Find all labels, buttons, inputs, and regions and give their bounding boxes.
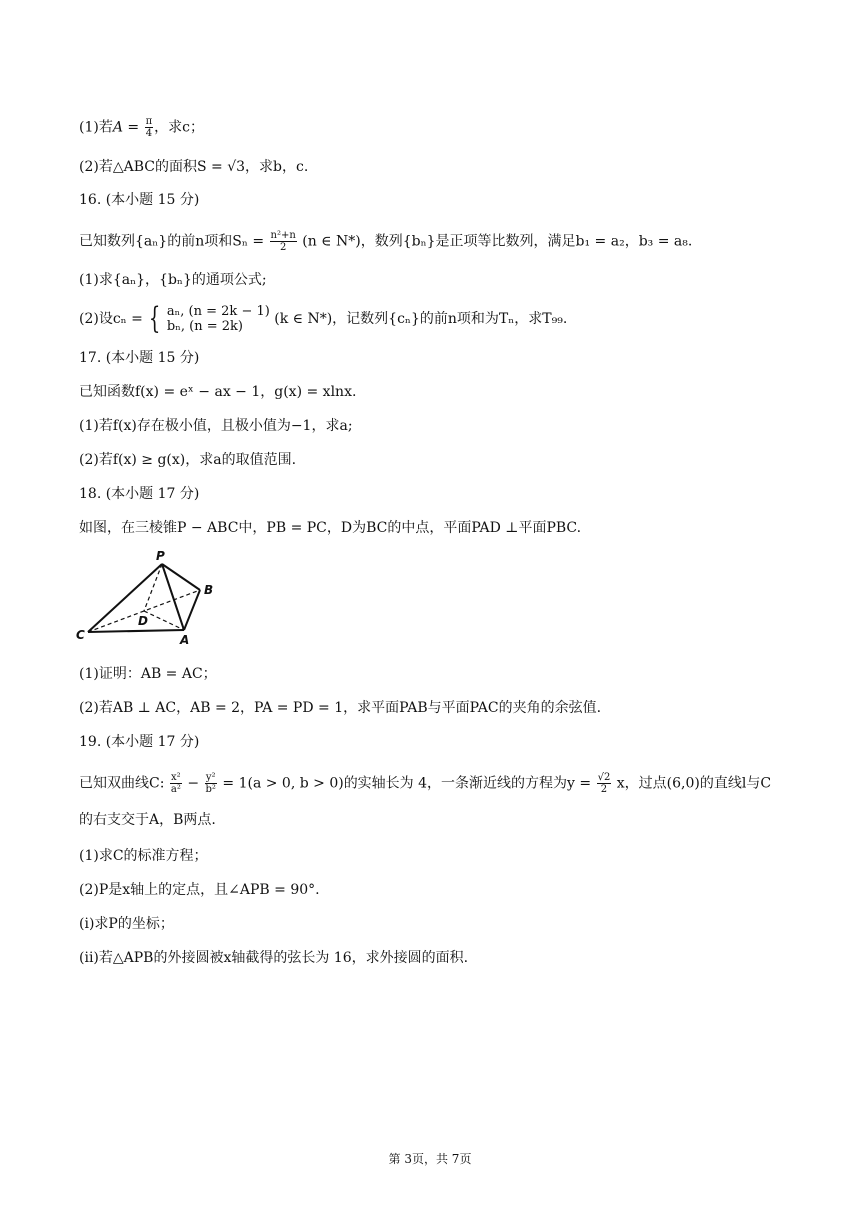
brace-symbol: { bbox=[149, 301, 161, 336]
fraction-sqrt2-over-2 bbox=[597, 772, 612, 795]
label-b: B bbox=[204, 583, 214, 597]
label-d: D bbox=[138, 614, 148, 628]
frac-den: 4 bbox=[145, 128, 153, 139]
frac-num: x² bbox=[171, 772, 181, 783]
problem19-stem-line2: 的右支交于A，B两点. bbox=[79, 812, 216, 828]
frac-den: b² bbox=[205, 784, 216, 795]
edge-ca bbox=[88, 630, 184, 632]
fraction-x2-a2 bbox=[170, 772, 182, 795]
problem19-q2: (2)P是x轴上的定点，且∠APB = 90°. bbox=[79, 882, 320, 898]
q2-part-a: (2)设cₙ = bbox=[79, 311, 143, 327]
fraction-y2-b2 bbox=[205, 772, 217, 795]
q1-math: A = bbox=[112, 119, 140, 136]
problem18-header: 18. (本小题 17 分) bbox=[79, 486, 200, 502]
stem-part-a: 已知双曲线C: bbox=[79, 775, 165, 792]
stem-part-b: = 1(a > 0, b > 0)的实轴长为 4，一条渐近线的方程为y = bbox=[222, 775, 592, 792]
problem18-q1: (1)证明：AB = AC； bbox=[79, 666, 217, 682]
frac-num: π bbox=[145, 116, 153, 127]
edge-ab bbox=[184, 590, 200, 630]
problem16-header: 16. (本小题 15 分) bbox=[79, 192, 200, 208]
stem-part-a: 已知数列{aₙ}的前n项和Sₙ = bbox=[79, 233, 265, 250]
piecewise-definition bbox=[167, 304, 270, 334]
problem17-header: 17. (本小题 15 分) bbox=[79, 350, 200, 366]
page-footer: 第 3页，共 7页 bbox=[388, 1152, 472, 1166]
piece-odd: aₙ, (n = 2k − 1) bbox=[166, 304, 270, 319]
problem16-q1: (1)求{aₙ}，{bₙ}的通项公式; bbox=[79, 272, 267, 288]
frac-den: 2 bbox=[600, 784, 608, 795]
label-p: P bbox=[156, 549, 165, 563]
problem19-header: 19. (本小题 17 分) bbox=[79, 734, 200, 750]
problem18-stem: 如图，在三棱锥P − ABC中，PB = PC，D为BC的中点，平面PAD ⊥平面PBC. bbox=[79, 520, 582, 536]
edge-pb bbox=[162, 564, 200, 590]
fraction-sn bbox=[270, 230, 297, 253]
piece-even: bₙ, (n = 2k) bbox=[166, 319, 243, 334]
label-c: C bbox=[76, 628, 85, 642]
stem-part-c: x，过点(6,0)的直线l与C bbox=[616, 775, 772, 792]
problem16-stem bbox=[79, 230, 692, 253]
problem16-q2 bbox=[79, 301, 568, 336]
problem15-q2: (2)若△ABC的面积S = √3，求b，c. bbox=[79, 159, 309, 175]
minus-sign: − bbox=[187, 775, 200, 792]
problem19-q1: (1)求C的标准方程； bbox=[79, 848, 208, 864]
frac-den: a² bbox=[170, 784, 181, 795]
fraction-pi-over-4 bbox=[145, 116, 154, 139]
problem19-q2i: (i)求P的坐标； bbox=[79, 916, 174, 932]
problem19-q2ii: (ii)若△APB的外接圆被x轴截得的弦长为 16，求外接圆的面积. bbox=[79, 950, 469, 966]
frac-num: √2 bbox=[597, 772, 611, 783]
q2-part-b: (k ∈ N*)，记数列{cₙ}的前n项和为Tₙ，求T₉₉. bbox=[274, 311, 568, 327]
problem18-q2: (2)若AB ⊥ AC，AB = 2，PA = PD = 1，求平面PAB与平面PAC的夹角的余弦值. bbox=[79, 700, 602, 716]
tetrahedron-figure bbox=[74, 548, 224, 648]
problem17-q1: (1)若f(x)存在极小值，且极小值为−1，求a; bbox=[79, 418, 353, 434]
q1-suffix: ，求c； bbox=[154, 119, 205, 136]
problem15-q1 bbox=[79, 116, 204, 139]
frac-den: 2 bbox=[279, 242, 287, 253]
q1-prefix: (1)若 bbox=[79, 119, 113, 136]
problem19-stem bbox=[79, 772, 771, 795]
frac-num: n²+n bbox=[270, 230, 296, 241]
label-a: A bbox=[180, 633, 190, 647]
problem17-stem: 已知函数f(x) = eˣ − ax − 1，g(x) = xlnx. bbox=[79, 384, 357, 400]
frac-num: y² bbox=[205, 772, 216, 783]
edge-pc bbox=[88, 564, 162, 632]
problem17-q2: (2)若f(x) ≥ g(x)，求a的取值范围. bbox=[79, 452, 297, 468]
stem-part-b: (n ∈ N*)，数列{bₙ}是正项等比数列，满足b₁ = a₂，b₃ = a₈. bbox=[302, 233, 693, 250]
